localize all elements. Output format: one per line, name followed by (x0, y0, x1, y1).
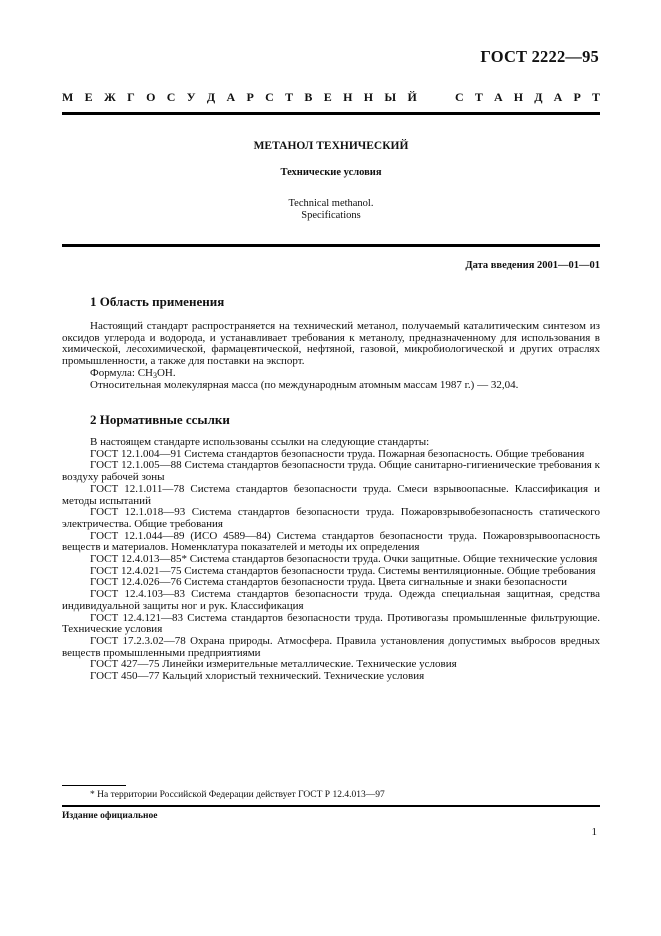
banner-letter: Т (591, 90, 600, 104)
footnote: * На территории Российской Федерации действует ГОСТ Р 12.4.013—97 (90, 790, 385, 800)
official-edition-label: Издание официальное (62, 811, 158, 821)
references-intro: В настоящем стандарте использованы ссылки на следующие стандарты: (90, 436, 430, 448)
english-title (62, 198, 600, 221)
formula-line (62, 368, 600, 380)
banner-letter: Д (534, 90, 543, 104)
title-rule (62, 244, 600, 247)
reference-item: ГОСТ 17.2.3.02—78 Охрана природы. Атмосфера. Правила установления допустимых выбросов вредных веществ промышленными предприятиями (62, 634, 600, 659)
banner-letter: М (62, 90, 74, 104)
section-2-body (62, 437, 600, 683)
banner-letter: А (493, 90, 503, 104)
gost-number: ГОСТ 2222—95 (480, 47, 599, 66)
reference-item: ГОСТ 427—75 Линейки измерительные металлические. Технические условия (90, 658, 457, 671)
english-title-line-2: Specifications (301, 209, 361, 221)
banner-letter: Р (246, 90, 254, 104)
banner-letter: С (265, 90, 274, 104)
reference-item: ГОСТ 12.4.021—75 Система стандартов безопасности труда. Системы вентиляционные. Общие требования (90, 564, 596, 577)
document-title: МЕТАНОЛ ТЕХНИЧЕСКИЙ (253, 140, 409, 152)
reference-list (62, 449, 600, 683)
banner-letter: Р (573, 90, 581, 104)
molar-mass-line: Относительная молекулярная масса (по международным атомным массам 1987 г.) — 32,04. (90, 378, 519, 391)
banner-letter: Т (474, 90, 483, 104)
banner-letter: Е (323, 90, 332, 104)
section-1-body (62, 321, 600, 391)
formula-label: Формула: (90, 366, 138, 379)
banner-word-standard (455, 90, 600, 105)
banner-letter: Ж (103, 90, 116, 104)
banner-letter: А (226, 90, 236, 104)
scope-paragraph: Настоящий стандарт распространяется на технический метанол, получаемый каталитическим синтезом из оксидов углерода и водорода, и устанавливает требования к метанолу, предназначенному для использования в химической, лесохимической, фармацевтической, нефтяной, газовой, микробиологической и других отраслях промышленности, а также для поставки на экспорт. (62, 320, 600, 368)
banner-letter: В (304, 90, 313, 104)
banner-letter: Г (127, 90, 135, 104)
reference-item: ГОСТ 12.1.018—93 Система стандартов безопасности труда. Пожаровзрывобезопасность статического электричества. Общие требования (62, 506, 600, 530)
reference-item: ГОСТ 12.4.013—85* Система стандартов безопасности труда. Очки защитные. Общие технические условия (90, 553, 598, 566)
banner-letter: Ы (384, 90, 397, 104)
banner-word-interstate (62, 90, 417, 105)
banner-letter: Н (363, 90, 374, 104)
reference-item: ГОСТ 12.1.004—91 Система стандартов безопасности труда. Пожарная безопасность. Общие требования (90, 447, 585, 460)
banner-letter: Т (285, 90, 294, 104)
section-2-heading: 2 Нормативные ссылки (90, 412, 230, 427)
reference-item: ГОСТ 12.1.005—88 Система стандартов безопасности труда. Общие санитарно-гигиенические требования к воздуху рабочей зоны (62, 459, 600, 484)
reference-item: ГОСТ 450—77 Кальций хлористый технический. Технические условия (90, 670, 425, 683)
interstate-standard-banner (62, 90, 600, 105)
reference-item: ГОСТ 12.1.011—78 Система стандартов безопасности труда. Смеси взрывоопасные. Классификация и методы испытаний (62, 482, 600, 507)
english-title-line-1: Technical methanol. (288, 198, 374, 209)
formula-oh: OH. (156, 366, 176, 379)
banner-letter: С (455, 90, 464, 104)
banner-letter: О (146, 90, 156, 104)
footnote-separator (62, 785, 126, 786)
banner-letter: Н (343, 90, 353, 104)
formula-subscript: 3 (152, 370, 157, 380)
reference-item: ГОСТ 12.4.121—83 Система стандартов безопасности труда. Противогазы промышленные фильтрующие. Технические условия (62, 611, 600, 636)
introduction-date: Дата введения 2001—01—01 (465, 260, 600, 271)
footer-rule (62, 805, 600, 807)
banner-letter: Д (206, 90, 216, 104)
page-number: 1 (591, 826, 597, 838)
banner-letter: Е (84, 90, 93, 104)
banner-letter: У (186, 90, 196, 104)
banner-letter: С (166, 90, 176, 104)
reference-item: ГОСТ 12.1.044—89 (ИСО 4589—84) Система стандартов безопасности труда. Пожаровзрывоопасность веществ и материалов. Номенклатура показателей и методы их определения (62, 529, 600, 554)
reference-item: ГОСТ 12.4.026—76 Система стандартов безопасности труда. Цвета сигнальные и знаки безопасности (90, 576, 567, 589)
section-1-heading: 1 Область применения (90, 294, 225, 309)
header-rule (62, 112, 600, 115)
banner-letter: А (553, 90, 563, 104)
formula-ch: CH (137, 366, 153, 379)
document-subtitle: Технические условия (280, 167, 382, 178)
reference-item: ГОСТ 12.4.103—83 Система стандартов безопасности труда. Одежда специальная защитная, средства индивидуальной защиты ног и рук. Классификация (62, 588, 600, 612)
banner-letter: Й (407, 90, 417, 104)
banner-letter: Н (513, 90, 524, 104)
